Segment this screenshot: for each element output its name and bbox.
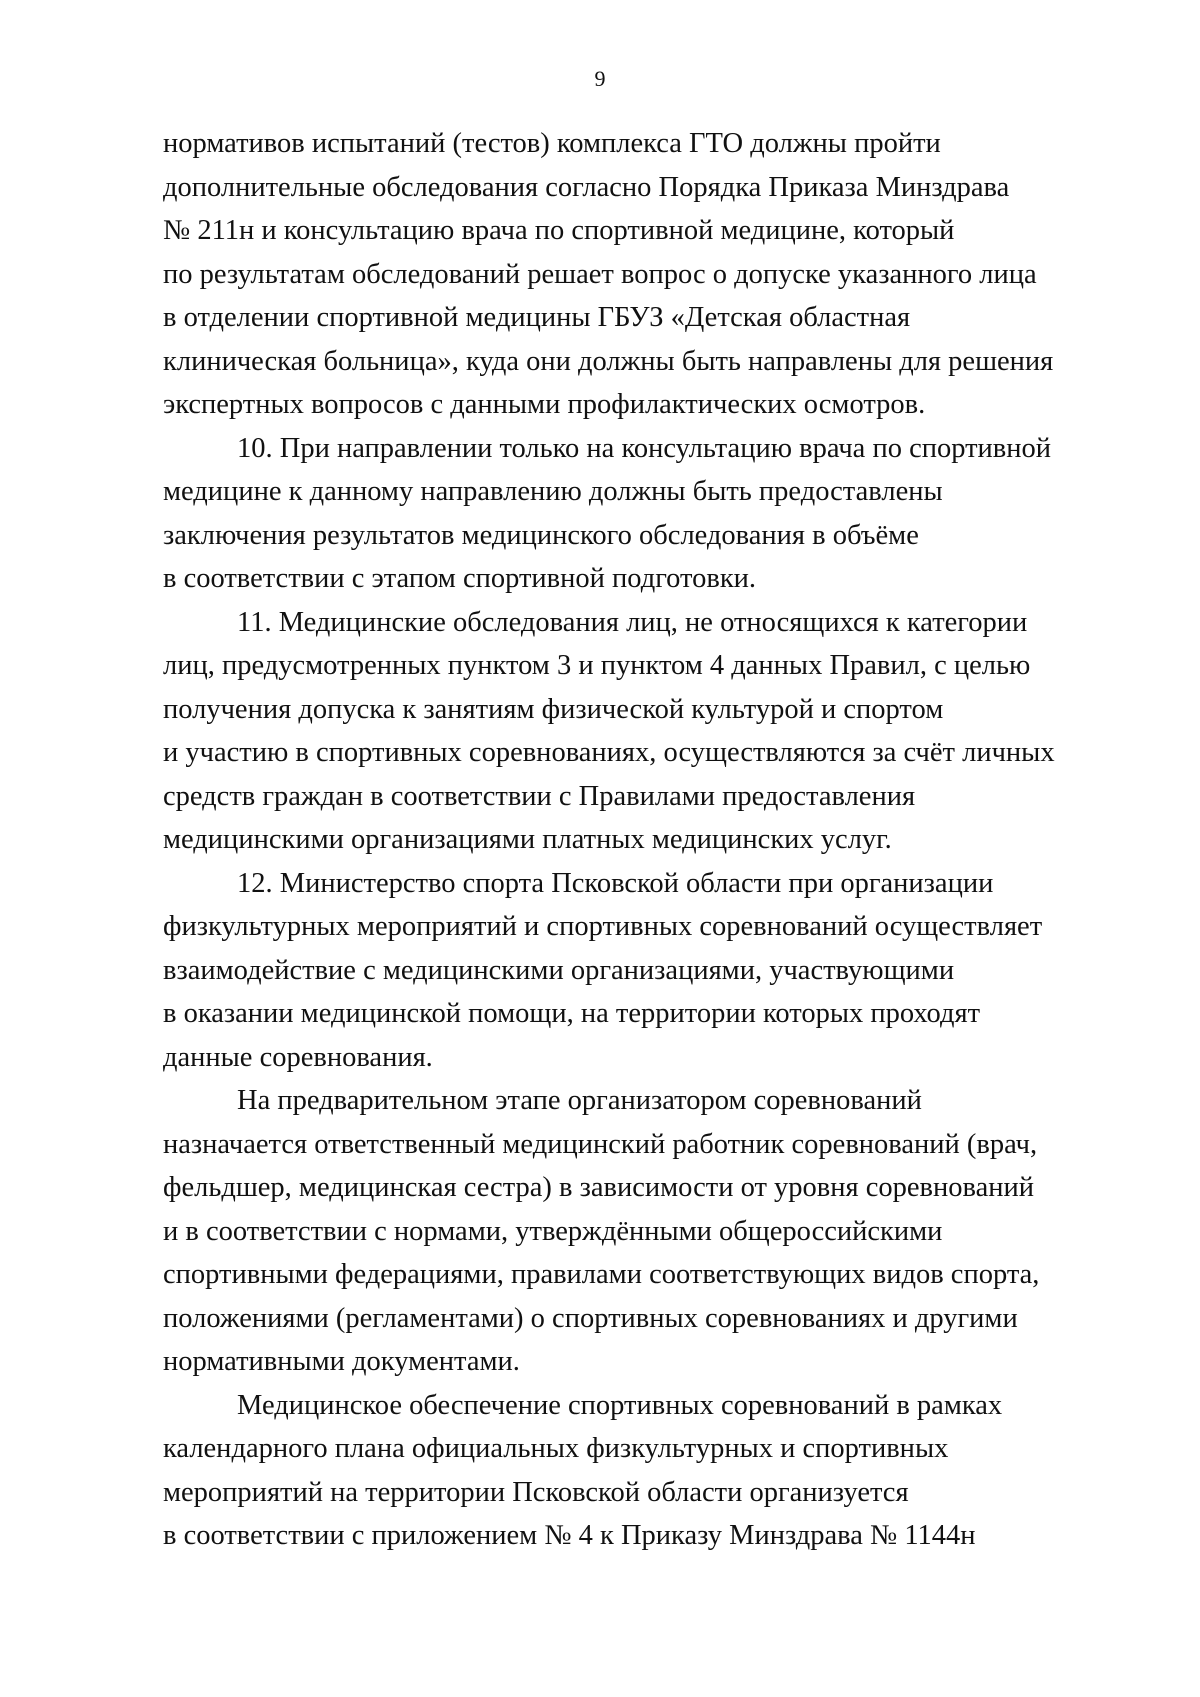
text-line: в соответствии с приложением № 4 к Приказу Минздрава № 1144н xyxy=(163,1520,976,1551)
text-line: взаимодействие с медицинскими организациями, участвующими xyxy=(163,954,955,986)
text-line: Медицинское обеспечение спортивных соревнований в рамках xyxy=(237,1389,1003,1421)
paragraph-continuation xyxy=(163,122,1120,427)
text-line: № 211н и консультацию врача по спортивной медицине, который xyxy=(163,215,955,246)
text-line: мероприятий на территории Псковской области организуется xyxy=(163,1476,909,1508)
text-line: медицинскими организациями платных медицинских услуг. xyxy=(163,824,892,855)
text-line: 11. Медицинские обследования лиц, не относящихся к категории xyxy=(237,606,1028,638)
paragraph-medical-support xyxy=(163,1384,1120,1558)
text-line: нормативов испытаний (тестов) комплекса ГТО должны пройти xyxy=(163,128,941,159)
text-line: 10. При направлении только на консультацию врача по спортивной xyxy=(237,432,1052,464)
text-line: данные соревнования. xyxy=(163,1041,433,1073)
text-line: спортивными федерациями, правилами соответствующих видов спорта, xyxy=(163,1259,1040,1290)
page-number: 9 xyxy=(594,66,606,91)
text-line: назначается ответственный медицинский работник соревнований (врач, xyxy=(163,1128,1038,1160)
text-line: календарного плана официальных физкультурных и спортивных xyxy=(163,1433,949,1464)
paragraph-item-12 xyxy=(163,862,1120,1080)
text-line: получения допуска к занятиям физической культурой и спортом xyxy=(163,693,944,725)
text-line: На предварительном этапе организатором соревнований xyxy=(237,1085,922,1116)
text-line: фельдшер, медицинская сестра) в зависимости от уровня соревнований xyxy=(163,1172,1034,1203)
document-body xyxy=(163,122,1120,1558)
paragraph-preliminary-stage xyxy=(163,1079,1120,1384)
text-line: в отделении спортивной медицины ГБУЗ «Детская областная xyxy=(163,302,911,333)
text-line: физкультурных мероприятий и спортивных соревнований осуществляет xyxy=(163,911,1043,942)
text-line: экспертных вопросов с данными профилактических осмотров. xyxy=(163,389,926,420)
text-line: заключения результатов медицинского обследования в объёме xyxy=(163,519,919,551)
text-line: положениями (регламентами) о спортивных соревнованиях и другими xyxy=(163,1302,1018,1334)
text-line: и участию в спортивных соревнованиях, осуществляются за счёт личных xyxy=(163,737,1055,768)
text-line: нормативными документами. xyxy=(163,1346,520,1377)
text-line: дополнительные обследования согласно Порядка Приказа Минздрава xyxy=(163,171,1010,203)
text-line: медицине к данному направлению должны быть предоставлены xyxy=(163,476,943,507)
text-line: средств граждан в соответствии с Правилами предоставления xyxy=(163,780,916,812)
paragraph-item-10 xyxy=(163,427,1120,601)
text-line: клиническая больница», куда они должны быть направлены для решения xyxy=(163,345,1054,377)
paragraph-item-11 xyxy=(163,601,1120,862)
text-line: лиц, предусмотренных пунктом 3 и пунктом 4 данных Правил, с целью xyxy=(163,650,1031,681)
text-line: и в соответствии с нормами, утверждёнными общероссийскими xyxy=(163,1215,943,1247)
text-line: 12. Министерство спорта Псковской области при организации xyxy=(237,867,994,899)
text-line: по результатам обследований решает вопрос о допуске указанного лица xyxy=(163,258,1037,290)
text-line: в соответствии с этапом спортивной подготовки. xyxy=(163,563,757,594)
text-line: в оказании медицинской помощи, на территории которых проходят xyxy=(163,998,981,1029)
